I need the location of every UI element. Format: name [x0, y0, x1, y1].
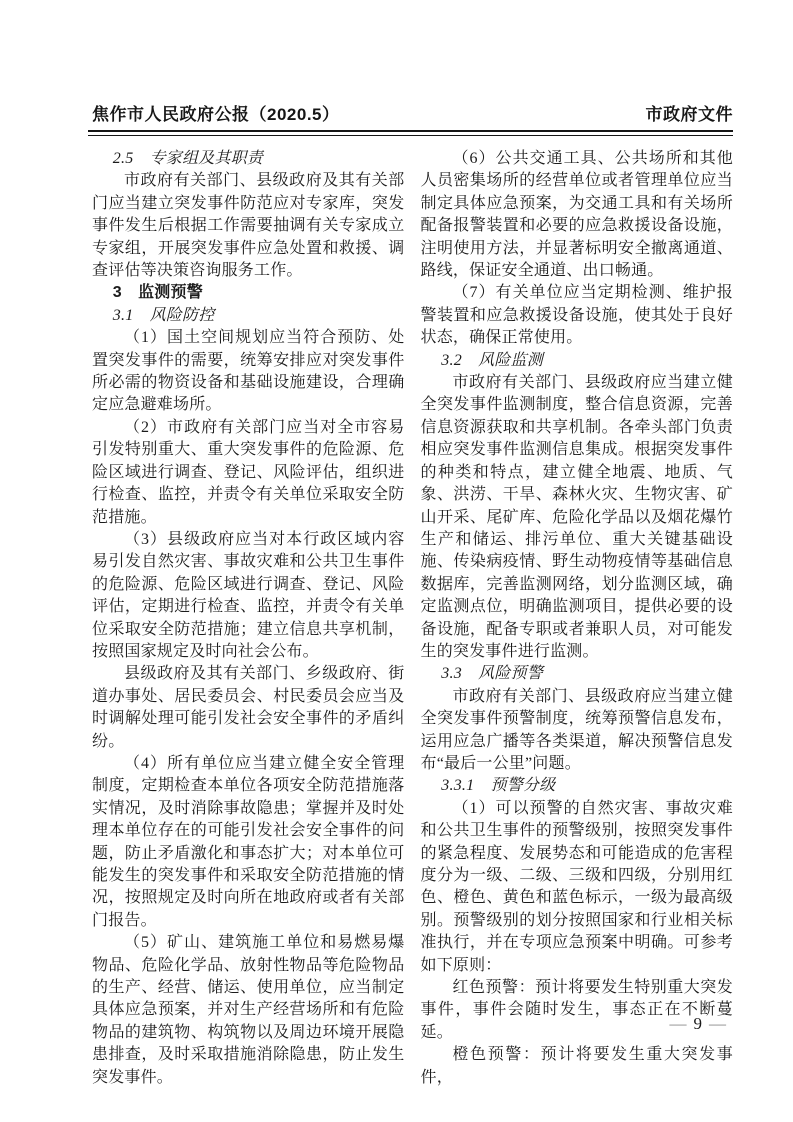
page-number: 9: [693, 1014, 703, 1033]
header-rule-divider: [88, 130, 733, 136]
paragraph: 橙色预警：预计将要发生重大突发事件，: [420, 1046, 733, 1086]
section-heading: 2.5 专家组及其职责: [112, 150, 263, 167]
paragraph: （2）市政府有关部门应当对全市容易引发特别重大、重大突发事件的危险源、危险区域进行调查、登记、风险评估，组织进行检查、监控，并责令有关单位采取安全防范措施。: [92, 418, 405, 526]
two-column-body: [92, 148, 733, 1089]
paragraph: （3）县级政府应当对本行政区域内容易引发自然灾害、事故灾难和公共卫生事件的危险源、危险区域进行调查、登记、风险评估，定期进行检查、监控，并责令有关单位采取安全防范措施；建立信息共享机制，按照国家规定及时向社会公布。: [92, 530, 405, 660]
paragraph: （1）国土空间规划应当符合预防、处置突发事件的需要，统筹安排应对突发事件所必需的物资设备和基础设施建设，合理确定应急避难场所。: [92, 329, 405, 414]
paragraph: （7）有关单位应当定期检测、维护报警装置和应急救援设备设施，使其处于良好状态，确保正常使用。: [420, 284, 733, 347]
paragraph: （6）公共交通工具、公共场所和其他人员密集场所的经营单位或者管理单位应当制定具体应急预案，为交通工具和有关场所配备报警装置和必要的应急救援设备设施，注明使用方法，并显著标明安全撤离通道、路线，保证安全通道、出口畅通。: [420, 150, 733, 280]
page-number-left-dash: —: [669, 1014, 688, 1033]
paragraph: （5）矿山、建筑施工单位和易燃易爆物品、危险化学品、放射性物品等危险物品的生产、经营、储运、使用单位，应当制定具体应急预案，并对生产经营场所和有危险物品的建筑物、构筑物以及周边环境开展隐患排查，及时采取措施消除隐患，防止发生突发事件。: [92, 934, 405, 1086]
gazette-title: 焦作市人民政府公报（2020.5）: [92, 105, 340, 124]
right-column: [421, 148, 734, 1089]
paragraph: （1）可以预警的自然灾害、事故灾难和公共卫生事件的预警级别，按照突发事件的紧急程度、发展势态和可能造成的危害程度分为一级、二级、三级和四级，分别用红色、橙色、黄色和蓝色标示，一级为最高级别。预警级别的划分按照国家和行业相关标准执行，并在专项应急预案中明确。可参考如下原则：: [420, 799, 733, 974]
paragraph: 县级政府及其有关部门、乡级政府、街道办事处、居民委员会、村民委员会应当及时调解处理可能引发社会安全事件的矛盾纠纷。: [92, 665, 405, 750]
page-footer: [664, 1014, 734, 1034]
section-heading: 3.3 风险预警: [441, 665, 543, 683]
page-header: [92, 100, 733, 125]
paragraph: 市政府有关部门、县级政府应当建立健全突发事件预警制度，统筹预警信息发布，运用应急广播等各类渠道，解决预警信息发布“最后一公里”问题。: [420, 687, 733, 772]
paragraph: 市政府有关部门、县级政府及其有关部门应当建立突发事件防范应对专家库，突发事件发生后根据工作需要抽调有关专家成立专家组，开展突发事件应急处置和救援、调查评估等决策咨询服务工作。: [92, 172, 405, 280]
section-heading: 3 监测预警: [112, 284, 203, 302]
section-heading: 3.3.1 预警分级: [441, 777, 556, 795]
paragraph: 市政府有关部门、县级政府应当建立健全突发事件监测制度，整合信息资源，完善信息资源获取和共享机制。各牵头部门负责相应突发事件监测信息集成。根据突发事件的种类和特点，建立健全地震、地质、气象、洪涝、干旱、森林火灾、生物灾害、矿山开采、尾矿库、危险化学品以及烟花爆竹生产和储运、排污单位、重大关键基础设施、传染病疫情、野生动物疫情等基础信息数据库，完善监测网络，划分监测区域，确定监测点位，明确监测项目，提供必要的设备设施，配备专职或者兼职人员，对可能发生的突发事件进行监测。: [420, 374, 733, 660]
paragraph: 红色预警：预计将要发生特别重大突发事件，事件会随时发生，事态正在不断蔓延。: [420, 979, 733, 1041]
section-heading: 3.1 风险防控: [112, 306, 215, 324]
page-number-right-dash: —: [709, 1014, 727, 1033]
paragraph: （4）所有单位应当建立健全安全管理制度，定期检查本单位各项安全防范措施落实情况，及时消除事故隐患；掌握并及时处理本单位存在的可能引发社会安全事件的问题，防止矛盾激化和事态扩大；对本单位可能发生的突发事件和采取安全防范措施的情况，按照规定及时向所在地政府或者有关部门报告。: [92, 754, 405, 929]
left-column: [92, 148, 405, 1089]
header-section-label: 市政府文件: [645, 105, 733, 124]
section-heading: 3.2 风险监测: [441, 351, 543, 369]
